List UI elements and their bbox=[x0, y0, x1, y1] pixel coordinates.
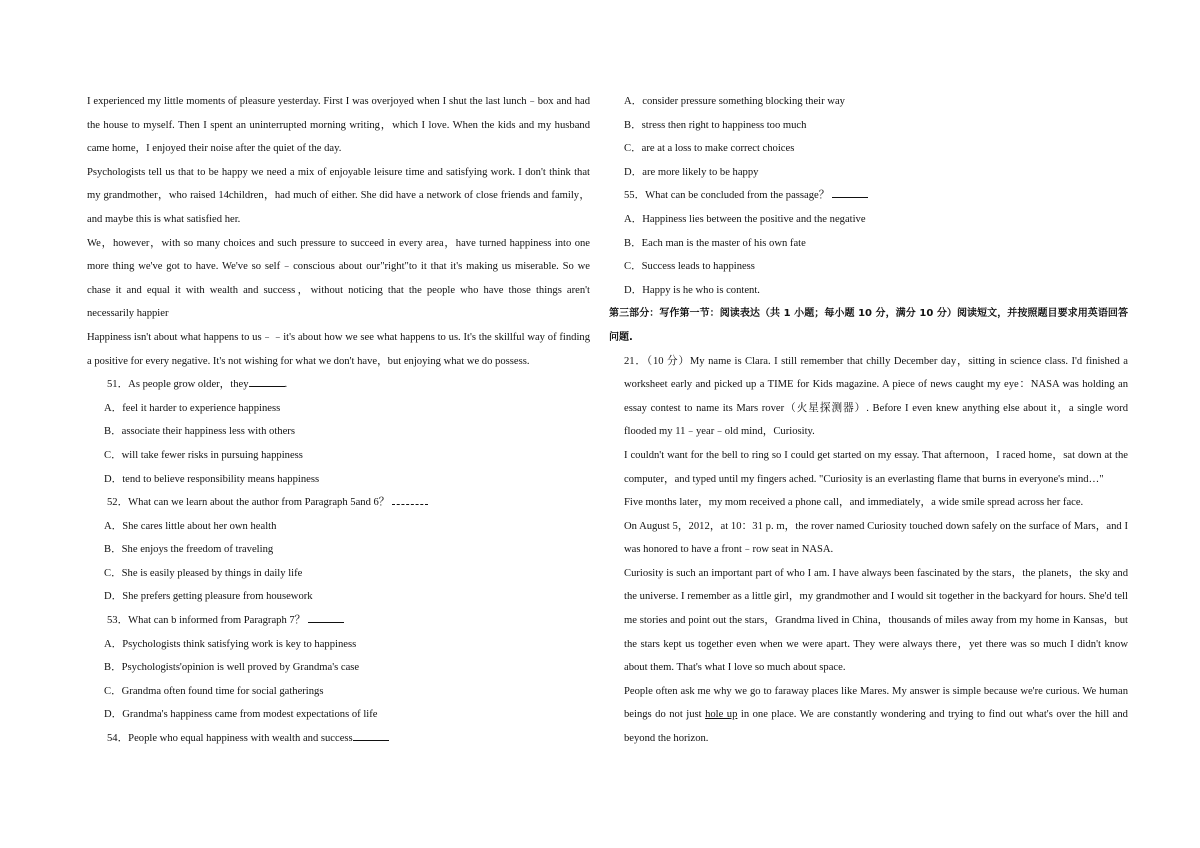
question-stem: 55．What can be concluded from the passage？ bbox=[624, 190, 830, 202]
option: D．Grandma's happiness came from modest expectations of life bbox=[104, 709, 378, 721]
section-heading: 第三部分：写作第一节：阅读表达（共 1 小题；每小题 10 分，满分 10 分）阅读短文，并按照题目要求用英语回答问题. bbox=[609, 308, 1128, 343]
option: D．Happy is he who is content. bbox=[624, 284, 760, 296]
question-51 bbox=[87, 373, 590, 397]
passage-paragraph: I couldn't want for the bell to ring so I could get started on my essay. That afternoon，I raced home，sat down at the computer，and typed until my fingers ached. "Curiosity is an everlasting flame that burns in everyone's mind…" bbox=[624, 449, 1128, 485]
option: B．Each man is the master of his own fate bbox=[624, 237, 806, 249]
passage-paragraph: On August 5，2012，at 10：31 p. m，the rover named Curiosity touched down safely on the surface of Mars，and I was honored to have a front﹣row seat in NASA. bbox=[624, 520, 1128, 556]
option: C．are at a loss to make correct choices bbox=[624, 143, 795, 155]
passage-paragraph bbox=[609, 680, 1128, 751]
question-54 bbox=[87, 727, 590, 751]
option: D．are more likely to be happy bbox=[624, 166, 759, 178]
option: A．consider pressure something blocking their way bbox=[624, 96, 845, 107]
right-column bbox=[609, 90, 1128, 751]
passage-paragraph: Psychologists tell us that to be happy we need a mix of enjoyable leisure time and satisfying work. I don't think that my grandmother，who raised 14children，had much of either. She did have a network of close friends and family，and maybe this is what satisfied her. bbox=[87, 166, 590, 225]
answer-blank bbox=[353, 730, 389, 741]
passage-paragraph: We，however，with so many choices and such pressure to succeed in every area，have turned happiness into one more thing we've got to have. We've so self﹣conscious about our"right"to it that it's making us miserable. So we chase it and equal it with wealth and success，without noticing that the people who have those things aren't necessarily happier bbox=[87, 237, 590, 320]
text-run: in one place. We are constantly wondering and trying to find out what's over the hill and beyond the horizon. bbox=[624, 709, 1128, 745]
option: D．tend to believe responsibility means happiness bbox=[104, 473, 320, 485]
text-run: People often ask me why we go to faraway places like Mares. My answer is simple because we're curious. We human beings do not just bbox=[624, 685, 1128, 721]
underlined-phrase: hole up bbox=[705, 709, 738, 721]
question-55 bbox=[609, 184, 1128, 208]
question-stem: 52．What can we learn about the author from Paragraph 5and 6？ bbox=[107, 497, 390, 509]
question-52 bbox=[87, 491, 590, 515]
passage-paragraph: I experienced my little moments of pleasure yesterday. First I was overjoyed when I shut the last lunch﹣box and had the house to myself. Then I spent an uninterrupted morning writing，which I love. When the kids and my husband came home，I enjoyed their noise after the quiet of the day. bbox=[87, 96, 590, 155]
option: D．She prefers getting pleasure from housework bbox=[104, 591, 313, 603]
option: C．Success leads to happiness bbox=[624, 261, 755, 273]
question-stem-end: . bbox=[284, 379, 288, 391]
answer-blank bbox=[308, 612, 344, 623]
left-column bbox=[87, 90, 590, 751]
passage-paragraph: Five months later，my mom received a phone call，and immediately，a wide smile spread across her face. bbox=[624, 497, 1084, 509]
option: C．Grandma often found time for social gatherings bbox=[104, 685, 324, 697]
option: A．feel it harder to experience happiness bbox=[104, 402, 281, 414]
answer-blank bbox=[249, 376, 285, 387]
option: B．She enjoys the freedom of traveling bbox=[104, 544, 274, 556]
option: A．Psychologists think satisfying work is key to happiness bbox=[104, 638, 357, 650]
answer-blank bbox=[832, 187, 868, 198]
passage-paragraph: Curiosity is such an important part of who I am. I have always been fascinated by the stars，the planets，the sky and the universe. I remember as a little girl，my grandmother and I would sit together in the backyard for hours. She'd tell me stories and point out the stars，Grandma lived in China，thousands of miles away from my home in Kansas，but the stars kept us together even when we were apart. They were always there，yet there was so much I didn't know about them. That's what I love so much about space. bbox=[624, 567, 1128, 674]
question-53 bbox=[87, 609, 590, 633]
passage-paragraph: Happiness isn't about what happens to us﹣﹣it's about how we see what happens to us. It's the skillful way of finding a positive for every negative. It's not wishing for what we don't have，but enjoying what we do possess. bbox=[87, 331, 590, 367]
option: B．stress then right to happiness too much bbox=[624, 119, 807, 131]
question-stem: 54．People who equal happiness with wealth and success bbox=[107, 733, 353, 745]
option: A．She cares little about her own health bbox=[104, 520, 277, 532]
question-stem: 51．As people grow older，they bbox=[107, 379, 249, 391]
option: C．will take fewer risks in pursuing happiness bbox=[104, 449, 303, 461]
question-stem: 53．What can b informed from Paragraph 7？ bbox=[107, 615, 306, 627]
option: B．Psychologists'opinion is well proved by Grandma's case bbox=[104, 662, 360, 674]
option: B．associate their happiness less with others bbox=[104, 426, 295, 438]
option: A．Happiness lies between the positive and the negative bbox=[624, 213, 866, 225]
option: C．She is easily pleased by things in daily life bbox=[104, 567, 303, 579]
question-21-intro: 21．（10 分）My name is Clara. I still remember that chilly December day，sitting in science class. I'd finished a worksheet early and picked up a TIME for Kids magazine. A piece of news caught my eye：NASA was holding an essay contest to name its Mars rover（火星探测器）. Before I even knew anything else about it，a single word flooded my 11﹣year﹣old mind，Curiosity. bbox=[624, 355, 1128, 438]
answer-blank bbox=[392, 496, 428, 505]
